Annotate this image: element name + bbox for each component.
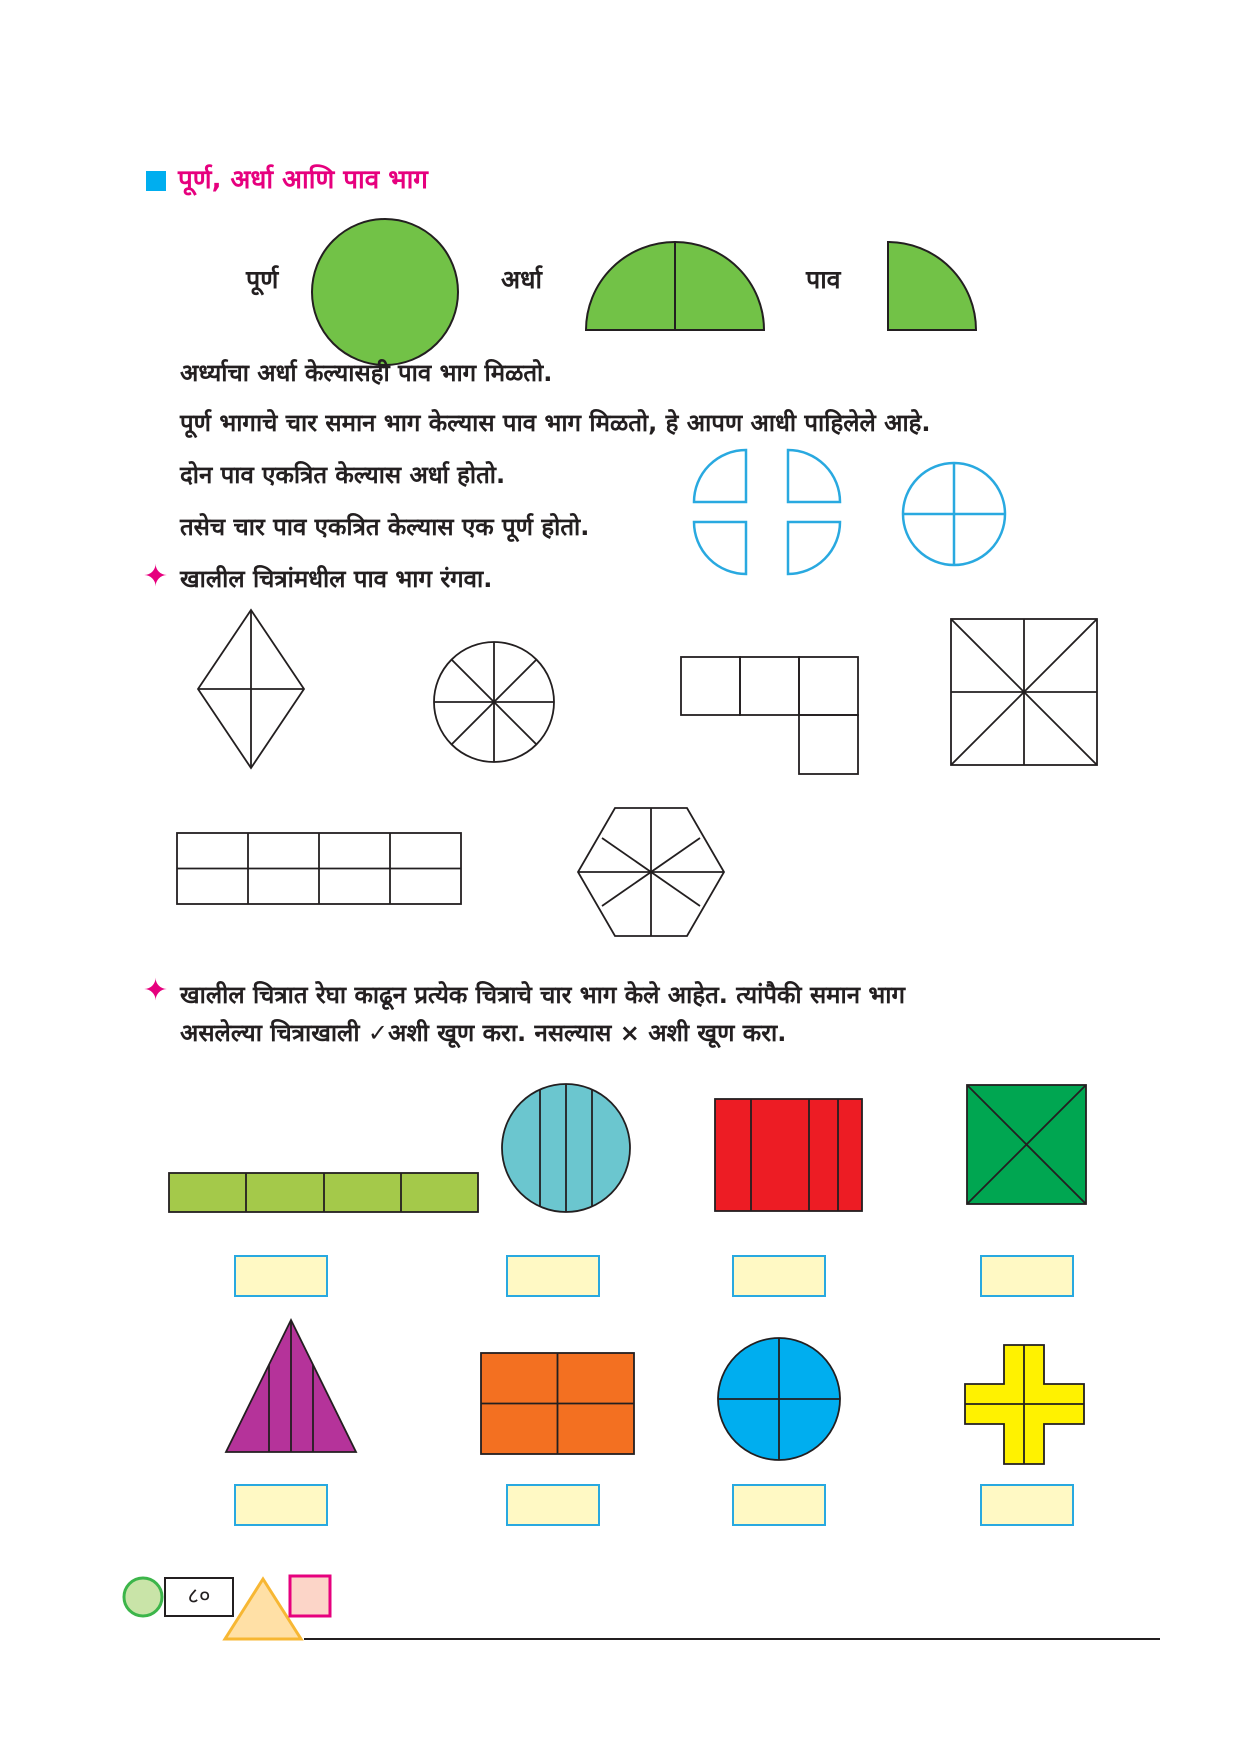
exercise2-star-icon: ✦: [143, 973, 169, 1008]
paragraph-2: पूर्ण भागाचे चार समान भाग केल्यास पाव भाग मिळतो, हे आपण आधी पाहिलेले आहे.: [180, 409, 931, 437]
footer-circle-icon: [122, 1576, 164, 1618]
half-circle-figure: [584, 240, 766, 332]
footer-rule: [304, 1638, 1160, 1640]
section-heading: पूर्ण, अर्धा आणि पाव भाग: [178, 165, 428, 195]
exercise2-instruction-line2: असलेल्या चित्राखाली ✓अशी खूण करा. नसल्यास × अशी खूण करा.: [180, 1019, 787, 1047]
heading-bullet-icon: [146, 171, 166, 191]
exercise1-instruction: खालील चित्रांमधील पाव भाग रंगवा.: [180, 565, 493, 593]
label-whole: पूर्ण: [246, 265, 279, 294]
exercise2-yellow-cross: [964, 1344, 1086, 1466]
exercise2-lime-bar: [168, 1172, 480, 1214]
exercise1-rectangle-eighths[interactable]: [176, 832, 464, 906]
exercise2-teal-circle: [500, 1082, 632, 1214]
exercise1-square-eighths[interactable]: [950, 618, 1100, 768]
answer-box-green-square[interactable]: [980, 1255, 1074, 1297]
exercise1-rhombus[interactable]: [196, 608, 306, 770]
exercise2-magenta-triangle: [224, 1318, 358, 1454]
four-quarters-figure: [692, 448, 842, 576]
answer-box-blue-circle[interactable]: [732, 1484, 826, 1526]
exercise1-circle-eighths[interactable]: [432, 640, 556, 764]
page-number: ८०: [164, 1577, 234, 1617]
exercise1-star-icon: ✦: [143, 559, 169, 594]
exercise2-green-square: [966, 1084, 1088, 1206]
quarter-circle-figure: [886, 240, 978, 332]
exercise2-red-rectangle: [714, 1098, 864, 1214]
exercise2-instruction-line1: खालील चित्रात रेघा काढून प्रत्येक चित्राचे चार भाग केले आहेत. त्यांपैकी समान भाग: [180, 981, 906, 1009]
exercise1-hexagon[interactable]: [576, 806, 726, 938]
exercise2-blue-circle: [716, 1336, 842, 1462]
paragraph-4: तसेच चार पाव एकत्रित केल्यास एक पूर्ण होतो.: [180, 513, 590, 541]
quartered-circle-figure: [900, 460, 1008, 568]
paragraph-3: दोन पाव एकत्रित केल्यास अर्धा होतो.: [180, 461, 506, 489]
answer-box-yellow-cross[interactable]: [980, 1484, 1074, 1526]
exercise1-l-shape-squares[interactable]: [680, 656, 860, 776]
label-quarter: पाव: [806, 265, 841, 294]
answer-box-red-rectangle[interactable]: [732, 1255, 826, 1297]
answer-box-teal-circle[interactable]: [506, 1255, 600, 1297]
paragraph-1: अर्ध्याचा अर्धा केल्यासही पाव भाग मिळतो.: [180, 359, 553, 387]
answer-box-orange-rectangle[interactable]: [506, 1484, 600, 1526]
answer-box-lime-bar[interactable]: [234, 1255, 328, 1297]
footer-square-icon: [288, 1574, 332, 1618]
label-half: अर्धा: [501, 265, 542, 294]
answer-box-magenta-triangle[interactable]: [234, 1484, 328, 1526]
whole-circle-figure: [310, 228, 460, 356]
exercise2-orange-rectangle: [480, 1352, 636, 1456]
